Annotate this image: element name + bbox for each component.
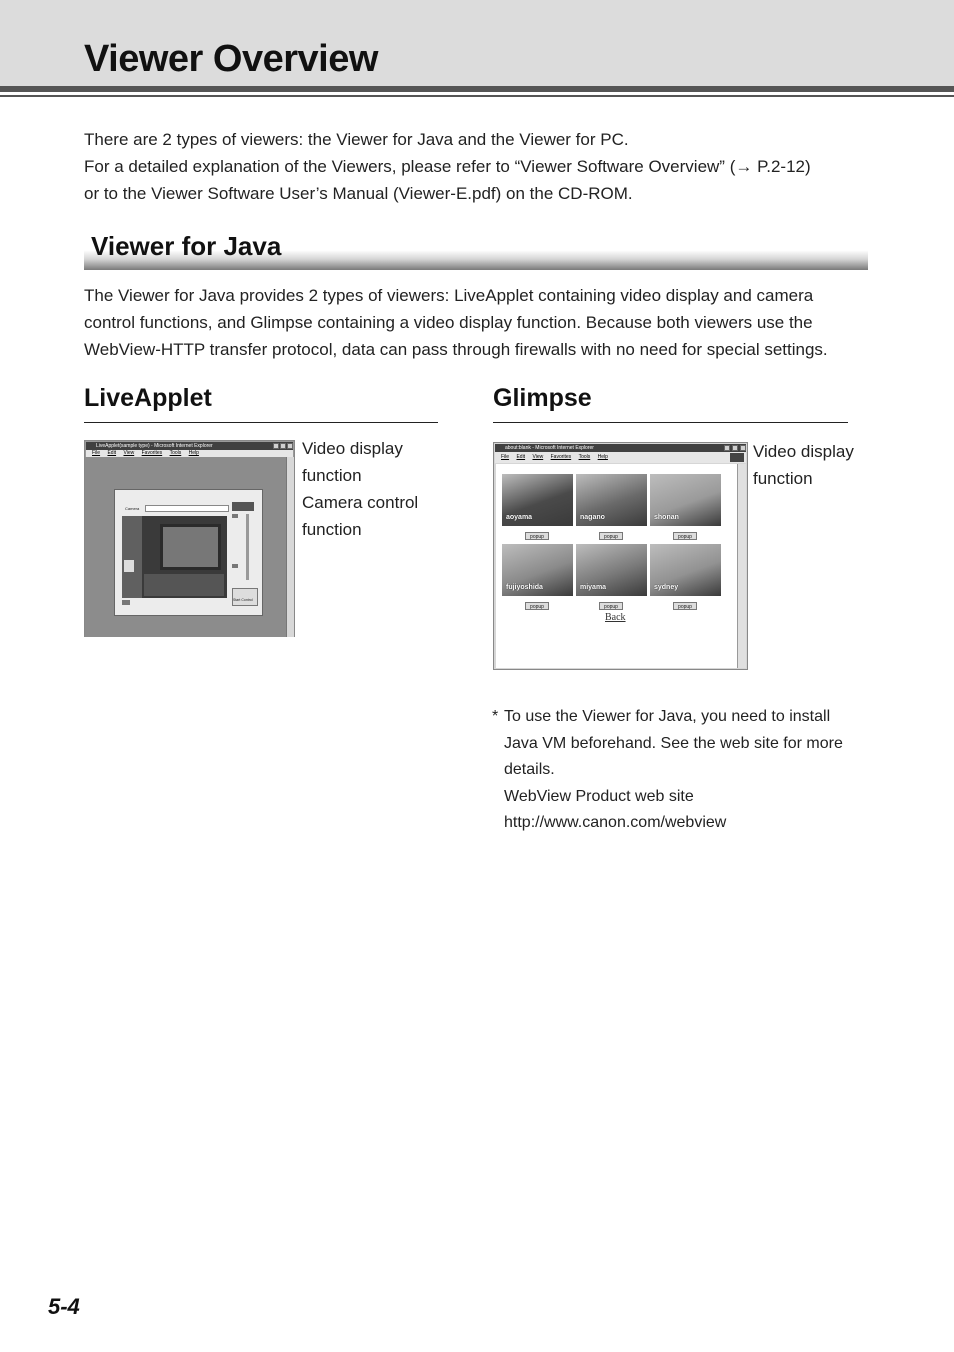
glimpse-screenshot (493, 442, 748, 670)
description-line: WebView-HTTP transfer protocol, data can pass through firewalls with no need for special settings. (84, 340, 828, 359)
section-heading (84, 226, 868, 270)
wide-icon (232, 564, 238, 568)
popup-button[interactable]: popup (599, 532, 623, 540)
page-title: Viewer Overview (84, 38, 378, 80)
page-header (0, 0, 954, 86)
caption-line: Video display (753, 442, 854, 461)
window-title: about:blank - Microsoft Internet Explorer (505, 445, 594, 451)
menu-view: View (123, 450, 135, 456)
description-line: The Viewer for Java provides 2 types of viewers: LiveApplet containing video display and camera (84, 286, 814, 305)
header-rule-thin (0, 95, 954, 97)
menu-favorites: Favorites (550, 454, 572, 460)
video-display (122, 516, 227, 598)
liveapplet-caption (302, 435, 418, 543)
menu-help: Help (188, 450, 199, 456)
camera-label: nagano (580, 514, 605, 521)
glimpse-caption (753, 438, 854, 492)
liveapplet-rule (84, 422, 438, 423)
camera-label: sydney (654, 584, 679, 591)
camera-thumbnail[interactable] (502, 544, 573, 596)
section-title: Viewer for Java (91, 231, 282, 261)
menu-view: View (532, 454, 544, 460)
audio-icon (122, 600, 130, 605)
popup-button[interactable]: popup (673, 532, 697, 540)
note-line: To use the Viewer for Java, you need to install (504, 708, 831, 725)
minimize-icon (724, 445, 730, 451)
menu-file: File (501, 454, 510, 460)
menu-tools: Tools (169, 450, 182, 456)
menu-edit: Edit (107, 450, 117, 456)
close-icon (287, 443, 293, 449)
caption-line: function (753, 469, 813, 488)
liveapplet-screenshot (84, 440, 295, 637)
camera-thumbnail[interactable] (576, 544, 647, 596)
menu-favorites: Favorites (141, 450, 163, 456)
scrollbar (737, 464, 746, 668)
window-title: LiveApplet(sample type) - Microsoft Internet Explorer (96, 443, 213, 449)
tele-icon (232, 514, 238, 518)
scrollbar (286, 457, 294, 637)
applet-panel (114, 489, 263, 616)
note-marker: * (492, 708, 499, 725)
header-rule-thick (0, 86, 954, 92)
camera-label: shonan (654, 514, 679, 521)
caption-line: function (302, 466, 362, 485)
start-control-label: Start Control (233, 598, 253, 602)
zoom-slider (246, 514, 249, 580)
note-line: Java VM beforehand. See the web site for more (504, 734, 843, 752)
window-menubar (86, 450, 293, 457)
start-control-button (232, 588, 258, 606)
maximize-icon (280, 443, 286, 449)
camera-label: fujiyoshida (506, 584, 543, 591)
camera-thumbnail[interactable] (576, 474, 647, 526)
maximize-icon (732, 445, 738, 451)
glimpse-title: Glimpse (493, 384, 592, 412)
intro-line: There are 2 types of viewers: the Viewer for Java and the Viewer for PC. (84, 130, 629, 149)
camera-thumbnail[interactable] (502, 474, 573, 526)
intro-line: For a detailed explanation of the Viewers, please refer to “Viewer Software Overview” (→ P.2-12) (84, 157, 811, 176)
intro-line: or to the Viewer Software User’s Manual (Viewer-E.pdf) on the CD-ROM. (84, 184, 633, 203)
menu-help: Help (597, 454, 608, 460)
glimpse-rule (493, 422, 848, 423)
menu-tools: Tools (578, 454, 591, 460)
camera-select (145, 505, 229, 512)
popup-button[interactable]: popup (525, 532, 549, 540)
popup-button[interactable]: popup (599, 602, 623, 610)
window-titlebar (495, 444, 746, 452)
camera-thumbnail[interactable] (650, 474, 721, 526)
logo-icon (232, 502, 254, 511)
description-line: control functions, and Glimpse containing a video display function. Because both viewers use the (84, 313, 813, 332)
popup-button[interactable]: popup (525, 602, 549, 610)
java-description (84, 282, 874, 363)
camera-thumbnail[interactable] (650, 544, 721, 596)
window-menubar (495, 452, 746, 463)
note-line: details. (504, 761, 555, 778)
intro-paragraph (84, 126, 874, 207)
popup-button[interactable]: popup (673, 602, 697, 610)
note-line: WebView Product web site (504, 787, 694, 805)
caption-line: Camera control (302, 493, 419, 512)
note-url: http://www.canon.com/webview (504, 814, 727, 831)
caption-line: Video display (302, 439, 403, 458)
camera-label: aoyama (506, 514, 533, 521)
back-link[interactable]: Back (605, 612, 626, 623)
ie-logo-icon (730, 453, 744, 462)
close-icon (740, 445, 746, 451)
liveapplet-title: LiveApplet (84, 384, 212, 412)
java-vm-note (492, 704, 882, 837)
minimize-icon (273, 443, 279, 449)
camera-label: miyama (580, 584, 607, 591)
camera-label: Camera (125, 506, 140, 511)
caption-line: function (302, 520, 362, 539)
page-number: 5-4 (48, 1294, 80, 1319)
window-titlebar (86, 442, 293, 450)
menu-edit: Edit (516, 454, 526, 460)
menu-file: File (92, 450, 101, 456)
